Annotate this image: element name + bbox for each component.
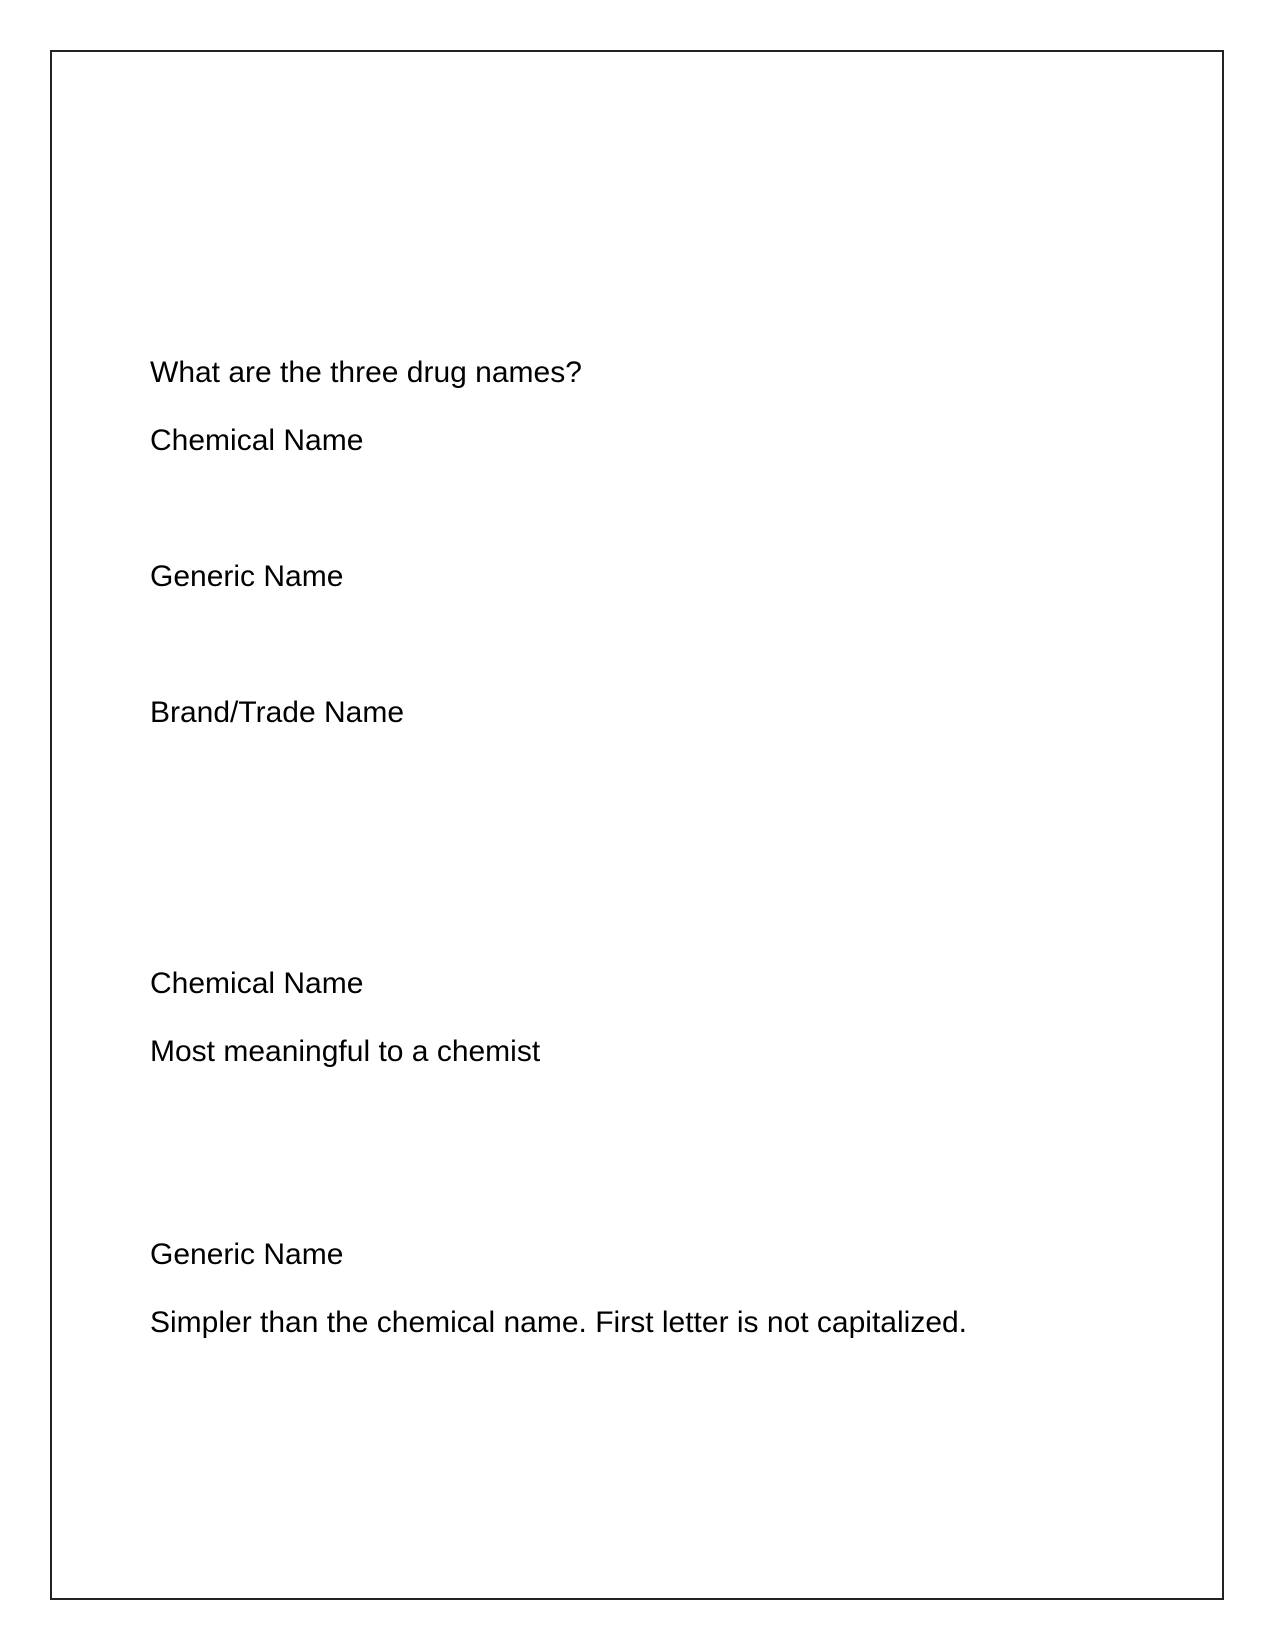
drug-name-item-generic: Generic Name <box>150 560 344 593</box>
question-text: What are the three drug names? <box>150 356 582 389</box>
generic-name-heading: Generic Name <box>150 1238 344 1271</box>
chemical-name-description: Most meaningful to a chemist <box>150 1035 541 1068</box>
drug-name-item-brand: Brand/Trade Name <box>150 696 405 729</box>
drug-name-item-chemical: Chemical Name <box>150 424 364 457</box>
page-border <box>50 50 1224 1600</box>
generic-name-description: Simpler than the chemical name. First letter is not capitalized. <box>150 1306 968 1339</box>
chemical-name-heading: Chemical Name <box>150 967 364 1000</box>
